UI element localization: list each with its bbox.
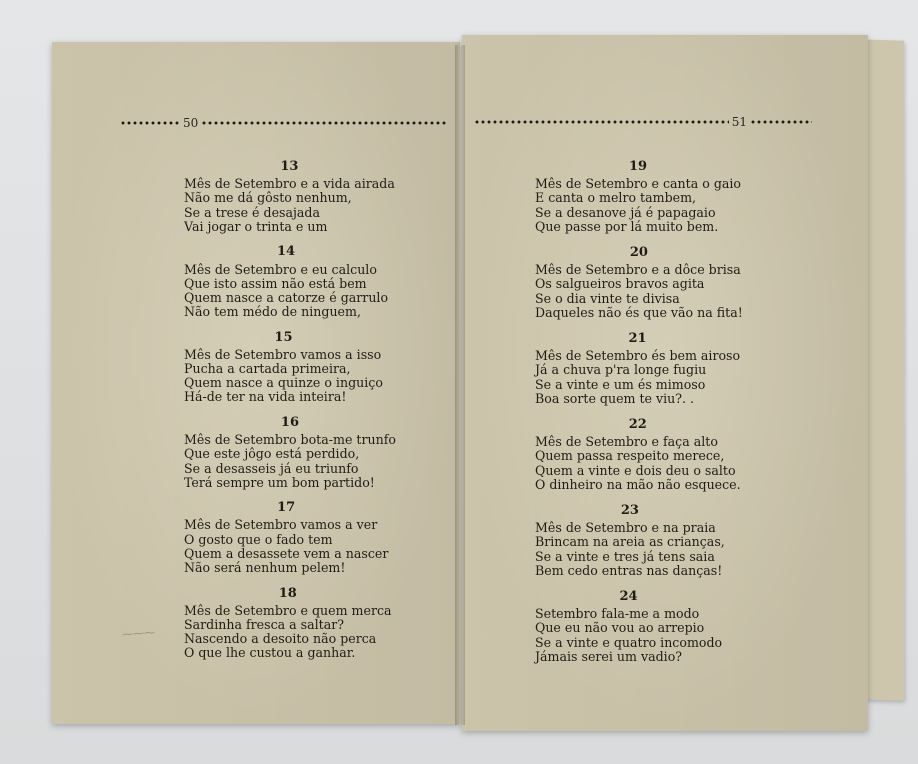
dotted-rule [474,119,729,125]
verse-line: Não será nenhum pelem! [184,560,346,575]
verse-line: Os salgueiros bravos agita [535,276,705,292]
stanza-number: 21 [628,331,647,346]
verse-line: O gosto que o fado tem [184,531,333,547]
verse-line: Se a desasseis já eu triunfo [184,460,359,476]
page-number: 50 [183,116,199,130]
page-number: 51 [731,115,747,129]
verse-line: Mês de Setembro e eu calculo [184,261,377,277]
verse-line: Não me dá gôsto nenhum, [184,190,352,206]
verse-line: Jámais serei um vadio? [535,648,683,664]
verse-line: Nascendo a desoito não perca [184,631,377,647]
verse-line: O dinheiro na mão não esquece. [535,476,741,492]
verse-line: Já a chuva p'ra longe fugiu [535,362,707,378]
verse-line: Mês de Setembro e faça alto [535,434,718,450]
stanza [535,246,743,320]
verse-line: Quem passa respeito merece, [535,448,725,464]
verse-line: E canta o melro tambem, [535,190,697,206]
verse-line: Mês de Setembro és bem airoso [535,348,741,364]
stanza-number: 23 [620,503,639,518]
verse-line: Sardinha fresca a saltar? [184,616,344,632]
verse-line: Mês de Setembro e quem merca [184,602,392,618]
verse-line: Terá sempre um bom partido! [184,474,375,490]
stanza-number: 15 [274,329,293,345]
stanza [184,587,392,661]
pencil-mark: ⁓⁓⁓ [121,625,156,642]
dotted-rule [120,120,180,126]
book-gutter [455,45,465,725]
verse-line: O que lhe custou a ganhar. [184,645,356,661]
left-page-header [52,116,460,130]
verse-line: Que passe por lá muito bem. [535,218,719,234]
stanza [184,416,396,490]
verse-line: Mês de Setembro vamos a ver [184,517,378,533]
right-page [462,35,868,731]
right-page-header [462,115,868,129]
verse-line: Quem nasce a quinze o inguiço [184,375,383,391]
verse-line: Quem a desassete vem a nascer [184,545,389,561]
verse-line: Mês de Setembro e a vida airada [184,176,395,192]
stanza [535,590,722,664]
verse-line: Setembro fala-me a modo [535,606,700,622]
stanza-number: 20 [629,245,648,260]
stanza [535,332,740,406]
stanza-number: 16 [280,414,300,430]
verse-line: Daqueles não és que vão na fita! [535,304,743,320]
verse-line: Mês de Setembro e canta o gaio [535,176,742,192]
verse-line: Não tem médo de ninguem, [184,304,361,320]
verse-line: Se a vinte e um és mimoso [535,376,706,392]
stanza-number: 19 [628,159,648,174]
stanza [184,160,395,234]
verse-line: Bem cedo entras nas danças! [535,562,723,578]
verse-line: Há-de ter na vida inteira! [184,389,347,405]
stanza-number: 22 [628,417,647,432]
stanza [535,418,741,492]
verse-line: Se o dia vinte te divisa [535,290,680,306]
verse-line: Boa sorte quem te viu?. . [535,390,695,406]
stanza-number: 14 [276,244,296,260]
verse-line: Se a vinte e quatro incomodo [535,634,723,650]
stanza-number: 13 [280,159,299,174]
verse-line: Brincam na areia as crianças, [535,534,725,550]
verse-line: Que isto assim não está bem [184,275,367,291]
verse-line: Se a vinte e tres já tens saia [535,548,715,564]
left-page [52,42,460,724]
stanza-number: 24 [619,589,638,604]
verse-line: Pucha a cartada primeira, [184,361,351,376]
verse-line: Mês de Setembro vamos a isso [184,346,382,362]
stanza-number: 17 [277,500,296,516]
verse-line: Se a desanove já é papagaio [535,204,716,220]
verse-line: Quem nasce a catorze é garrulo [184,289,389,305]
verse-line: Quem a vinte e dois deu o salto [535,462,736,478]
dotted-rule [750,119,812,125]
stanza-number: 18 [278,585,297,601]
verse-line: Que eu não vou ao arrepio [535,620,705,636]
dotted-rule [201,120,448,126]
verse-line: Que este jôgo está perdido, [184,446,360,462]
verse-line: Mês de Setembro e a dôce brisa [535,262,741,278]
stanza [184,501,388,575]
verse-line: Mês de Setembro e na praia [535,520,716,536]
verse-line: Mês de Setembro bota-me trunfo [184,432,396,448]
stanza [184,331,383,405]
stanza [535,160,741,234]
stanza [184,245,388,319]
verse-line: Vai jogar o trinta e um [184,218,328,234]
stanza [535,504,725,578]
verse-line: Se a trese é desajada [184,204,320,220]
